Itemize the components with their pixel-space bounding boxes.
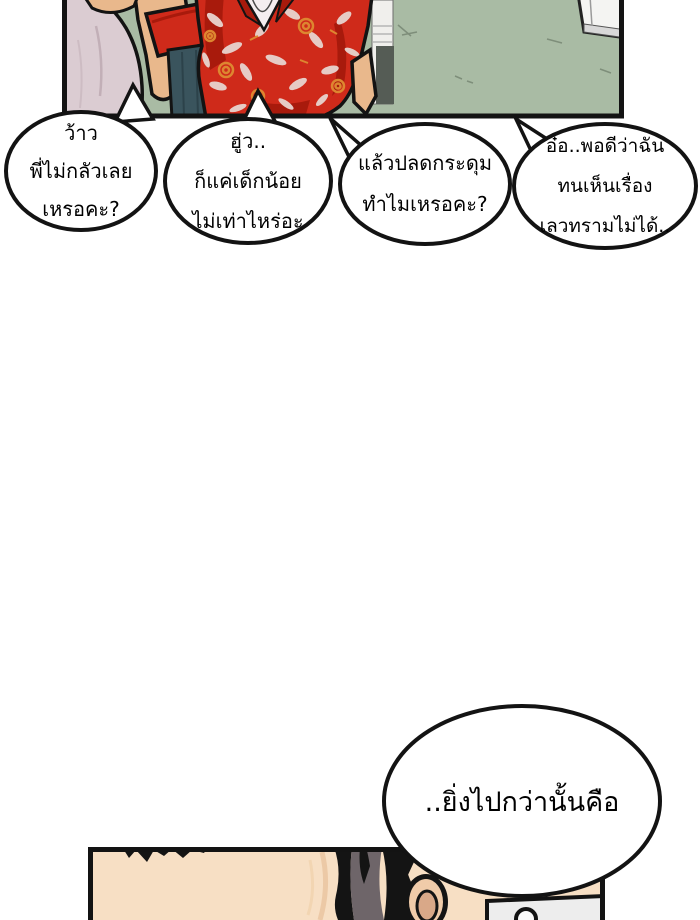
bubble-1-line-3: เหรอคะ?: [42, 197, 120, 221]
bubble-2-line-1: ฮู่ว..: [229, 129, 267, 153]
bubble-1-line-2: พี่ไม่กลัวเลย: [29, 159, 133, 183]
bubble-1-line-1: ว้าว: [64, 121, 98, 145]
bubble-4-line-3: เลวทรามไม่ได้..: [539, 215, 671, 237]
bubble-3-line-1: แล้วปลดกระดุม: [357, 151, 493, 175]
speech-bubble-5: [384, 706, 660, 896]
bubble-3-line-2: ทำไมเหรอคะ?: [362, 192, 488, 216]
gray-object: [487, 896, 604, 920]
right-arm: [352, 50, 376, 114]
bubble-2-line-3: ไม่เท่าไหร่อะ: [192, 209, 304, 233]
bubble-4-line-1: อ๋อ..พอดีว่าฉัน: [545, 135, 665, 157]
speech-bubble-3: [330, 118, 510, 244]
bubble-5-line-1: ..ยิ่งไปกว่านั้นคือ: [424, 787, 620, 818]
panel-top: [62, 0, 627, 118]
speech-bubble-4: [514, 119, 696, 248]
bubble-4-line-2: ทนเห็นเรื่อง: [557, 175, 653, 197]
bubble-2-line-2: ก็แค่เด็กน้อย: [194, 169, 302, 193]
